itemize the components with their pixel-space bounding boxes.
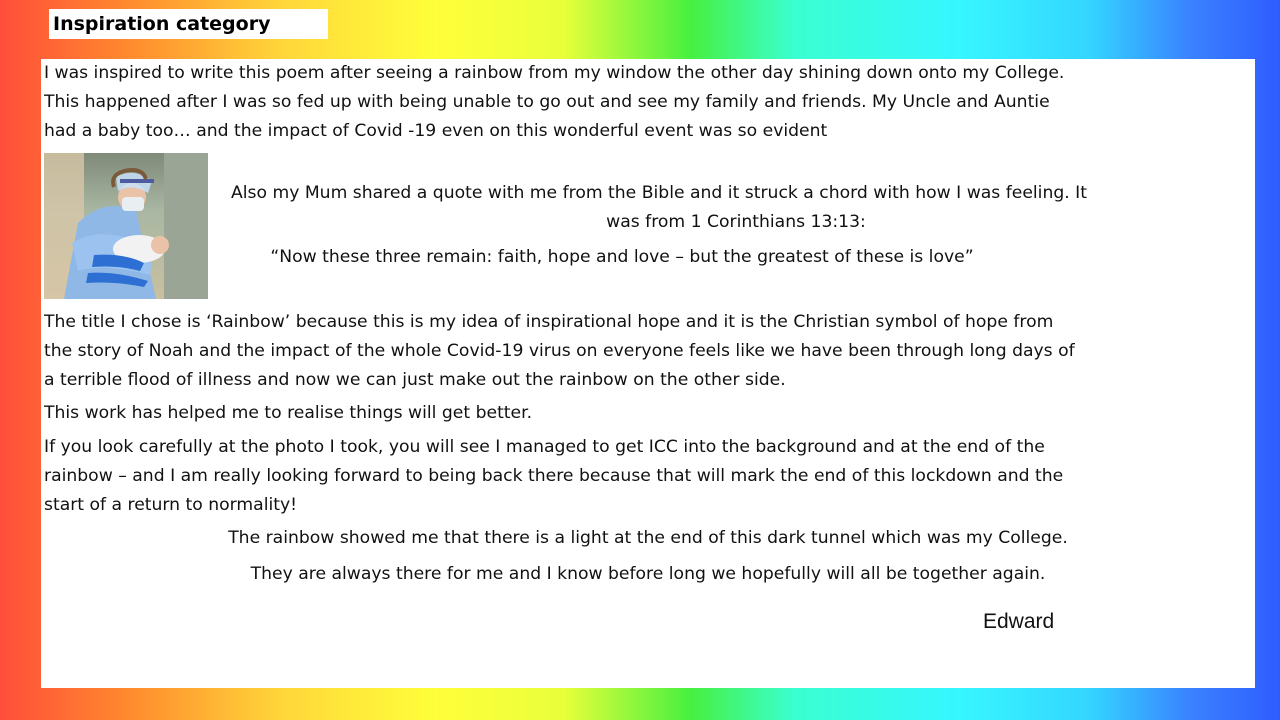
photo-illustration — [44, 153, 208, 299]
nurse-baby-photo — [44, 153, 208, 299]
intro-line-1: I was inspired to write this poem after seeing a rainbow from my window the other day shining down onto my College. — [44, 63, 1065, 83]
title-para-line-1: The title I chose is ‘Rainbow’ because this is my idea of inspirational hope and it is the Christian symbol of hope from — [44, 312, 1054, 332]
intro-line-3: had a baby too… and the impact of Covid -19 even on this wonderful event was so evident — [44, 121, 828, 141]
closing-line-2: They are always there for me and I know before long we hopefully will all be together again. — [250, 564, 1046, 584]
photo-para-line-3: start of a return to normality! — [44, 495, 298, 515]
title-para-line-2: the story of Noah and the impact of the whole Covid-19 virus on everyone feels like we have been through long days of — [44, 341, 1075, 361]
photo-para-line-2: rainbow – and I am really looking forward to being back there because that will mark the end of this lockdown and the — [44, 466, 1064, 486]
content-panel — [41, 59, 1255, 688]
realise-line: This work has helped me to realise things will get better. — [44, 403, 533, 423]
signature: Edward — [983, 610, 1055, 633]
title-para-line-3: a terrible flood of illness and now we can just make out the rainbow on the other side. — [44, 370, 786, 390]
intro-line-2: This happened after I was so fed up with being unable to go out and see my family and friends. My Uncle and Auntie — [44, 92, 1050, 112]
photo-para-line-1: If you look carefully at the photo I took, you will see I managed to get ICC into the background and at the end of the — [44, 437, 1045, 457]
bible-quote: “Now these three remain: faith, hope and love – but the greatest of these is love” — [270, 247, 974, 267]
category-title: Inspiration category — [49, 9, 328, 39]
closing-line-1: The rainbow showed me that there is a light at the end of this dark tunnel which was my College. — [228, 528, 1068, 548]
quote-intro-line-1: Also my Mum shared a quote with me from the Bible and it struck a chord with how I was feeling. It — [231, 183, 1087, 203]
quote-intro-line-2: was from 1 Corinthians 13:13: — [606, 212, 866, 232]
